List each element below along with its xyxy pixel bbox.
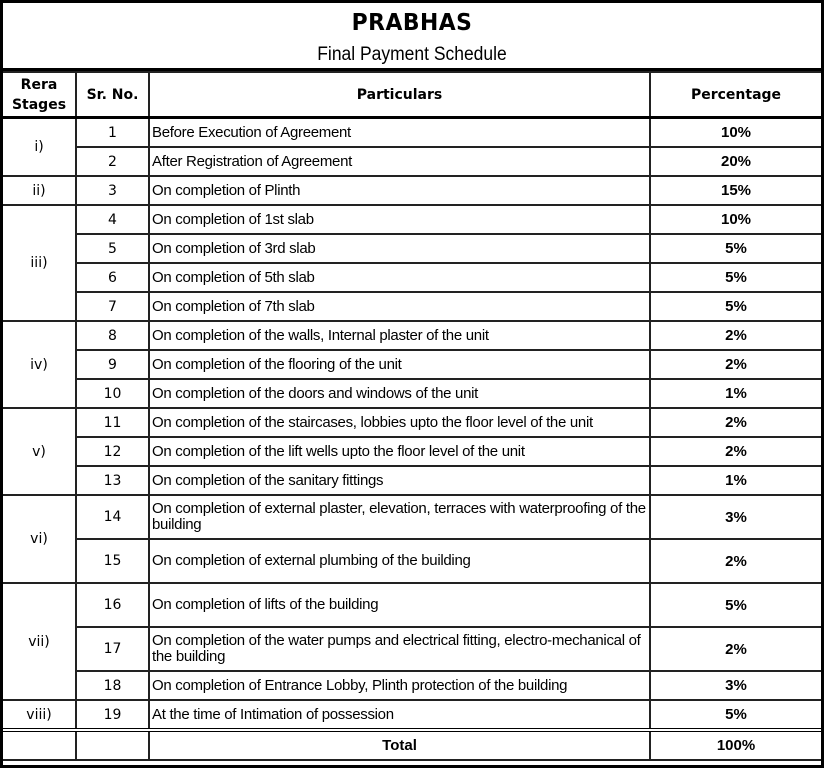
table-row <box>3 627 821 671</box>
percentage-cell: 3% <box>650 671 821 700</box>
total-blank-stage-cell <box>3 730 76 760</box>
table-row <box>3 671 821 700</box>
stage-cell: iv) <box>3 321 76 408</box>
sr-no-cell: 19 <box>76 700 149 730</box>
table-row <box>3 539 821 583</box>
percentage-cell: 2% <box>650 350 821 379</box>
total-blank-sr-cell <box>76 730 149 760</box>
percentage-cell: 1% <box>650 379 821 408</box>
particulars-cell: On completion of lifts of the building <box>149 583 650 627</box>
table-row <box>3 234 821 263</box>
percentage-cell: 2% <box>650 627 821 671</box>
percentage-cell: 15% <box>650 176 821 205</box>
table-row <box>3 466 821 495</box>
sr-no-cell: 2 <box>76 147 149 176</box>
table-row <box>3 118 821 148</box>
title-block <box>3 3 821 71</box>
column-header-stage: Rera Stages <box>3 72 76 118</box>
particulars-cell: On completion of 1st slab <box>149 205 650 234</box>
percentage-cell: 5% <box>650 234 821 263</box>
table-row <box>3 350 821 379</box>
sr-no-cell: 18 <box>76 671 149 700</box>
sr-no-cell: 3 <box>76 176 149 205</box>
total-row <box>3 730 821 760</box>
table-row <box>3 292 821 321</box>
stage-cell: v) <box>3 408 76 495</box>
sr-no-cell: 4 <box>76 205 149 234</box>
column-header-percentage: Percentage <box>650 72 821 118</box>
sr-no-cell: 10 <box>76 379 149 408</box>
column-header-sr-no: Sr. No. <box>76 72 149 118</box>
stage-cell: iii) <box>3 205 76 321</box>
particulars-cell: On completion of external plaster, elevation, terraces with waterproofing of the building <box>149 495 650 539</box>
particulars-cell: On completion of the water pumps and electrical fitting, electro-mechanical of the building <box>149 627 650 671</box>
table-row <box>3 205 821 234</box>
sr-no-cell: 5 <box>76 234 149 263</box>
particulars-cell: On completion of Entrance Lobby, Plinth protection of the building <box>149 671 650 700</box>
table-row <box>3 583 821 627</box>
percentage-cell: 2% <box>650 539 821 583</box>
percentage-cell: 5% <box>650 700 821 730</box>
payment-schedule-table <box>3 71 821 761</box>
table-row <box>3 176 821 205</box>
particulars-cell: On completion of the staircases, lobbies upto the floor level of the unit <box>149 408 650 437</box>
total-label: Total <box>149 730 650 760</box>
particulars-cell: On completion of external plumbing of the building <box>149 539 650 583</box>
percentage-cell: 10% <box>650 205 821 234</box>
sr-no-cell: 9 <box>76 350 149 379</box>
schedule-subtitle: Final Payment Schedule <box>317 44 507 65</box>
percentage-cell: 2% <box>650 408 821 437</box>
table-row <box>3 408 821 437</box>
sr-no-cell: 15 <box>76 539 149 583</box>
percentage-cell: 10% <box>650 118 821 148</box>
sr-no-cell: 6 <box>76 263 149 292</box>
table-row <box>3 321 821 350</box>
percentage-cell: 5% <box>650 263 821 292</box>
total-percentage: 100% <box>650 730 821 760</box>
sr-no-cell: 16 <box>76 583 149 627</box>
stage-cell: i) <box>3 118 76 177</box>
table-header-row <box>3 72 821 118</box>
table-row <box>3 379 821 408</box>
particulars-cell: On completion of 7th slab <box>149 292 650 321</box>
stage-cell: ii) <box>3 176 76 205</box>
table-row <box>3 495 821 539</box>
particulars-cell: On completion of the flooring of the unit <box>149 350 650 379</box>
particulars-cell: On completion of the sanitary fittings <box>149 466 650 495</box>
sr-no-cell: 13 <box>76 466 149 495</box>
particulars-cell: On completion of 3rd slab <box>149 234 650 263</box>
percentage-cell: 2% <box>650 437 821 466</box>
particulars-cell: On completion of the doors and windows of the unit <box>149 379 650 408</box>
table-row <box>3 147 821 176</box>
project-title: PRABHAS <box>351 10 473 36</box>
particulars-cell: Before Execution of Agreement <box>149 118 650 148</box>
particulars-cell: On completion of Plinth <box>149 176 650 205</box>
column-header-particulars: Particulars <box>149 72 650 118</box>
percentage-cell: 2% <box>650 321 821 350</box>
stage-cell: vi) <box>3 495 76 583</box>
sr-no-cell: 14 <box>76 495 149 539</box>
percentage-cell: 5% <box>650 292 821 321</box>
sr-no-cell: 11 <box>76 408 149 437</box>
sr-no-cell: 8 <box>76 321 149 350</box>
stage-cell: viii) <box>3 700 76 730</box>
particulars-cell: On completion of the walls, Internal plaster of the unit <box>149 321 650 350</box>
particulars-cell: On completion of 5th slab <box>149 263 650 292</box>
sr-no-cell: 7 <box>76 292 149 321</box>
sr-no-cell: 12 <box>76 437 149 466</box>
sr-no-cell: 1 <box>76 118 149 148</box>
percentage-cell: 3% <box>650 495 821 539</box>
sr-no-cell: 17 <box>76 627 149 671</box>
percentage-cell: 5% <box>650 583 821 627</box>
table-row <box>3 437 821 466</box>
percentage-cell: 20% <box>650 147 821 176</box>
particulars-cell: On completion of the lift wells upto the floor level of the unit <box>149 437 650 466</box>
stage-cell: vii) <box>3 583 76 700</box>
particulars-cell: At the time of Intimation of possession <box>149 700 650 730</box>
table-row <box>3 700 821 730</box>
percentage-cell: 1% <box>650 466 821 495</box>
particulars-cell: After Registration of Agreement <box>149 147 650 176</box>
table-row <box>3 263 821 292</box>
